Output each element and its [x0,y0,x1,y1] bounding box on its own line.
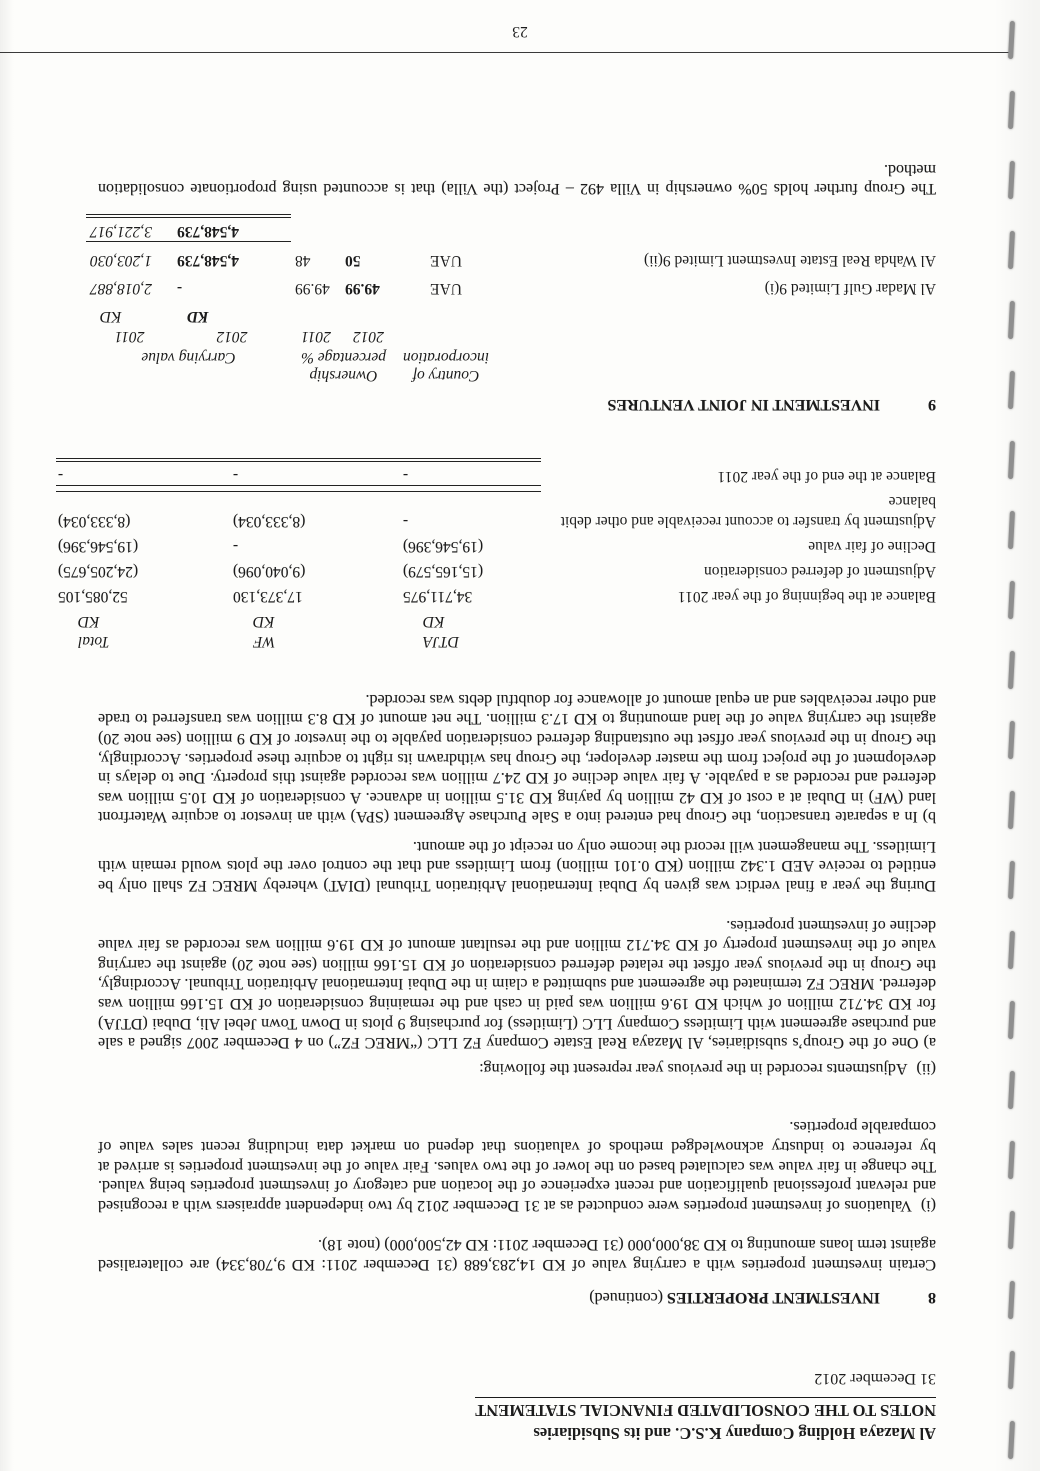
header-country: Country of incorporation [402,349,490,385]
table-row: Adjustment of deferred consideration (15,165,579) (9,040,096) (24,205,675) [58,563,936,581]
section-8-title: INVESTMENT PROPERTIES [667,1289,880,1306]
table-row: Adjustment by transfer to account receivable and other debit balance - (8,333,034) (8,333,034) [58,493,936,531]
currency-kd: KD [78,613,100,631]
binding-hole-mark [1008,861,1015,899]
binding-hole-mark [1008,1001,1015,1039]
section-9-number: 9 [928,396,936,414]
para-a: a) One of the Group’s subsidiaries, Al Mazaya Real Estate Company FZ LLC (“MREC FZ”) on 4 December 2007 signed a sale and purchase agreement with Limitless Company LLC (Limitless) for purchasing 9 plots in Down Town Jebel Ali, Dubai (DTJA) for KD 34.712 million of which KD 19.6 million was paid in cash and the remaining consideration of KD 15.166 million was deferred. MREC FZ terminated the agreement and submitted a claim in the Dubai International Arbitration Tribunal. Accordingly, the Group in the previous year offset the related deferred consideration of KD 15.166 million (see note 20) against the carrying value of the investment property of KD 34.712 million and the resultant amount of KD 19.6 million was recorded as fair value decline of investment properties. [98,916,936,1052]
binding-hole-mark [1008,1211,1015,1249]
section-8-heading [98,1287,936,1307]
binding-hole-mark [1008,651,1015,689]
year-2011: 2011 [301,328,331,346]
currency-kd: KD [187,308,209,326]
binding-hole-mark [1008,301,1015,339]
document-header [98,1367,936,1445]
statement-date: 31 December 2012 [814,1370,936,1387]
jv-total-row: 4,548,739 3,221,917 [86,214,936,242]
binding-hole-mark [1008,1351,1015,1389]
binding-hole-mark [1008,1281,1015,1319]
adjustments-table-header [56,631,936,651]
document-title: NOTES TO THE CONSOLIDATED FINANCIAL STATEMENT [475,1397,936,1422]
currency-kd: KD [100,308,122,326]
joint-ventures-table [86,214,936,384]
page-content [58,159,936,1445]
binding-hole-mark [1008,931,1015,969]
binding-hole-mark [1008,371,1015,409]
binding-hole-mark [1008,1141,1015,1179]
binding-hole-mark [1008,441,1015,479]
binding-hole-mark [1008,231,1015,269]
jv-table-currency-row [86,306,936,326]
binding-hole-mark [1008,791,1015,829]
table-row: Decline of fair value (19,546,396) - (19,546,396) [58,538,936,556]
binding-hole-mark [1008,721,1015,759]
jv-row-al-madar: Al Madar Gulf Limited 9(i) UAE 49.99 49.99 - 2,018,887 [90,280,936,298]
adjustments-table-currency-row [56,611,936,631]
scan-edge-shadow [0,0,14,1471]
item-ii-text: Adjustments recorded in the previous year represent the following: [479,1059,908,1077]
adjustments-table [56,458,936,651]
item-i [98,1117,936,1215]
para-b: b) In a separate transaction, the Group had entered into a Sale Purchase Agreement (SPA) with an investor to acquire Waterfront land (WF) in Dubai at a cost of KD 42 million by paying KD 31.5 million in advance. A consideration of KD 10.5 million was deferred and recorded as a payable. A fair value decline of KD 24.7 million was recorded against this property. Due to delays in development of the project from the master developer, the Group has withdrawn its right to acquire these properties. Accordingly, the Group in the previous year offset the outstanding deferred consideration payable to the investor of KD 9 million (see note 20) against the carrying value of the land amounting to KD 17.3 million. The net amount of KD 8.3 million was transferred to trade and other receivables and an equal amount of allowance for doubtful debts was recorded. [98,690,936,826]
header-ownership: Ownership percentage % [300,349,387,385]
binding-hole-mark [1008,581,1015,619]
binding-hole-mark [1008,1421,1015,1459]
currency-kd: KD [253,613,275,631]
col-total: Total [78,633,110,651]
item-ii [98,1058,936,1078]
col-wf: WF [253,633,276,651]
jv-table-header [86,348,936,384]
jv-row-al-wahda: Al Wahda Real Estate Investment Limited 9(ii) UAE 50 48 4,548,739 1,203,030 [90,252,936,270]
para-during-year: During the year a final verdict was given by Dubai International Arbitration Tribunal (DIAT) whereby MREC FZ shall only be entitled to receive AED 1.342 million (KD 0.101 million) from Limitless and that the control over the plots would remain with Limitless. The management will record the income only on receipt of the amount. [98,837,936,895]
header-carrying-value: Carrying value [141,349,236,367]
section-9-heading [98,394,936,414]
currency-kd: KD [423,613,445,631]
section-9-title: INVESTMENT IN JOINT VENTURES [607,396,880,414]
year-2012: 2012 [216,328,248,346]
jv-table-years-row [86,326,936,346]
item-i-marker: (i) [920,1196,936,1214]
col-dtja: DTJA [423,633,460,651]
company-name: Al Mazaya Holding Company K.S.C. and its Subsidiaries [533,1424,936,1443]
section-8-continued: (continued) [589,1289,664,1306]
para-collateralised: Certain investment properties with a carrying value of KD 14,283,688 (31 December 2011: KD 9,708,334) are collateralised against term loans amounting to KD 38,000,000 (31 December 2011: KD 42,500,000) (note 18). [98,1236,936,1273]
page-number: 23 [512,23,528,40]
item-ii-marker: (ii) [916,1059,936,1077]
table-row: Balance at the beginning of the year 2011 34,711,975 17,373,130 52,085,105 [58,588,936,606]
year-2011: 2011 [114,328,145,346]
year-2012: 2012 [353,328,384,346]
footer-rule [0,52,1013,53]
binding-hole-mark [1008,91,1015,129]
item-i-text: Valuations of investment properties were conducted as at 31 December 2012 by two independent appraisers with a recognised and relevant professional qualification and recent experience of the location and category of investment properties being valued. The change in fair value was calculated based on the lower of the two values. Fair value of the investment properties is arrived at by reference to industry acknowledged methods of valuations that depend on market data including recent sales value of comparable properties. [98,1118,936,1214]
binding-hole-mark [1008,511,1015,549]
section-8-number: 8 [928,1289,936,1306]
para-villa: The Group further holds 50% ownership in Villa 492 – Project (the Villa) that is accounted using proportionate consolidation method. [98,160,936,198]
table-row-balance-end: Balance at the end of the year 2011 - - - [56,458,936,486]
binding-hole-mark [1008,1071,1015,1109]
binding-hole-mark [1008,161,1015,199]
